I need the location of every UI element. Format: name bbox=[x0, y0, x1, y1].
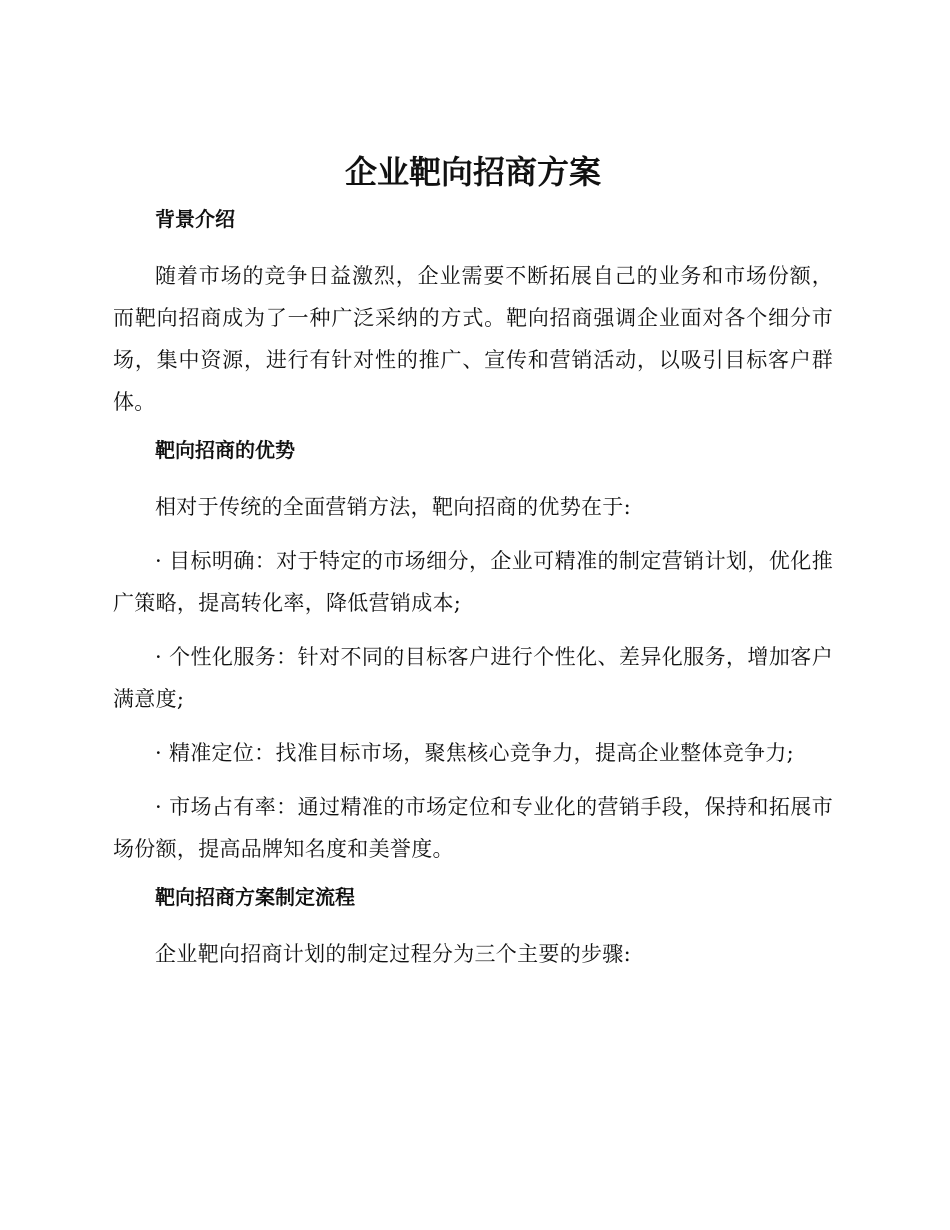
paragraph-background: 随着市场的竞争日益激烈，企业需要不断拓展自己的业务和市场份额，而靶向招商成为了一种广泛采纳的方式。靶向招商强调企业面对各个细分市场，集中资源，进行有针对性的推广、宣传和营销活动，以吸引目标客户群体。 bbox=[113, 264, 833, 414]
spacer bbox=[113, 423, 833, 435]
spacer bbox=[113, 720, 833, 732]
paragraph-process-intro: 企业靶向招商计划的制定过程分为三个主要的步骤: bbox=[155, 942, 631, 966]
spacer bbox=[113, 465, 833, 486]
spacer bbox=[113, 528, 833, 540]
section-heading-background: 背景介绍 bbox=[155, 207, 235, 231]
bullet-personalized-service: · 个性化服务：针对不同的目标客户进行个性化、差异化服务，增加客户满意度; bbox=[113, 645, 833, 711]
bullet-precise-positioning: · 精准定位：找准目标市场，聚焦核心竞争力，提高企业整体竞争力; bbox=[155, 741, 795, 765]
spacer bbox=[113, 870, 833, 882]
bullet-market-share: · 市场占有率：通过精准的市场定位和专业化的营销手段，保持和拓展市场份额，提高品牌知名度和美誉度。 bbox=[113, 795, 833, 861]
section-heading-advantages: 靶向招商的优势 bbox=[155, 438, 295, 462]
document-body bbox=[113, 150, 833, 975]
spacer bbox=[113, 194, 833, 204]
spacer bbox=[113, 624, 833, 636]
spacer bbox=[113, 774, 833, 786]
paragraph-advantages-intro: 相对于传统的全面营销方法，靶向招商的优势在于: bbox=[155, 495, 631, 519]
spacer bbox=[113, 234, 833, 255]
document-title: 企业靶向招商方案 bbox=[344, 153, 601, 191]
spacer bbox=[113, 912, 833, 933]
bullet-clear-target: · 目标明确：对于特定的市场细分，企业可精准的制定营销计划，优化推广策略，提高转化率，降低营销成本; bbox=[113, 549, 833, 615]
section-heading-process: 靶向招商方案制定流程 bbox=[155, 885, 355, 909]
